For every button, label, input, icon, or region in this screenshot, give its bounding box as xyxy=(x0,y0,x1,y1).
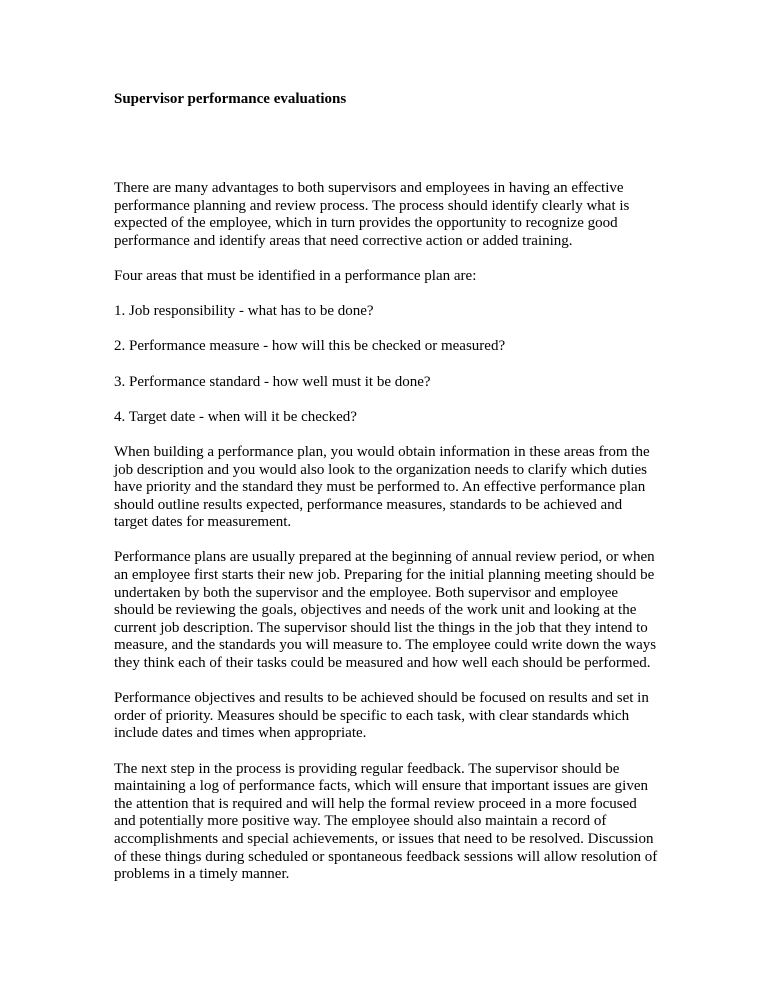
list-item-job-responsibility: 1. Job responsibility - what has to be done? xyxy=(114,303,374,320)
page-title: Supervisor performance evaluations xyxy=(114,91,347,107)
paragraph-four-areas: Four areas that must be identified in a performance plan are: xyxy=(114,267,477,284)
list-item-target-date: 4. Target date - when will it be checked? xyxy=(114,408,357,425)
list-item-performance-standard: 3. Performance standard - how well must it be done? xyxy=(114,373,431,390)
paragraph-intro: There are many advantages to both supervisors and employees in having an effective performance planning and review process. The process should identify clearly what is expected of the employee, which in turn provides the opportunity to recognize good performance and identify areas that need corrective action or added training. xyxy=(114,180,630,249)
paragraph-objectives: Performance objectives and results to be achieved should be focused on results and set in order of priority. Measures should be specific to each task, with clear standards which include dates and times when appropriate. xyxy=(114,690,649,742)
document-body xyxy=(114,180,659,901)
list-item-performance-measure: 2. Performance measure - how will this be checked or measured? xyxy=(114,338,506,355)
paragraph-preparing-plans: Performance plans are usually prepared at the beginning of annual review period, or when an employee first starts their new job. Preparing for the initial planning meeting should be undertaken by both the supervisor and the employee. Both supervisor and employee should be reviewing the goals, objectives and needs of the work unit and looking at the current job description. The supervisor should list the things in the job that they intend to measure, and the standards you will measure to. The employee could write down the ways they think each of their tasks could be measured and how well each should be performed. xyxy=(114,549,657,672)
paragraph-building-plan: When building a performance plan, you would obtain information in these areas from the job description and you would also look to the organization needs to clarify which duties have priority and the standard they must be performed to. An effective performance plan should outline results expected, performance measures, standards to be achieved and target dates for measurement. xyxy=(114,443,650,531)
paragraph-feedback: The next step in the process is providing regular feedback. The supervisor should be maintaining a log of performance facts, which will ensure that important issues are given the attention that is required and will help the formal review proceed in a more focused and potentially more positive way. The employee should also maintain a record of accomplishments and special achievements, or issues that need to be resolved. Discussion of these things during scheduled or spontaneous feedback sessions will allow resolution of problems in a timely manner. xyxy=(114,760,658,883)
